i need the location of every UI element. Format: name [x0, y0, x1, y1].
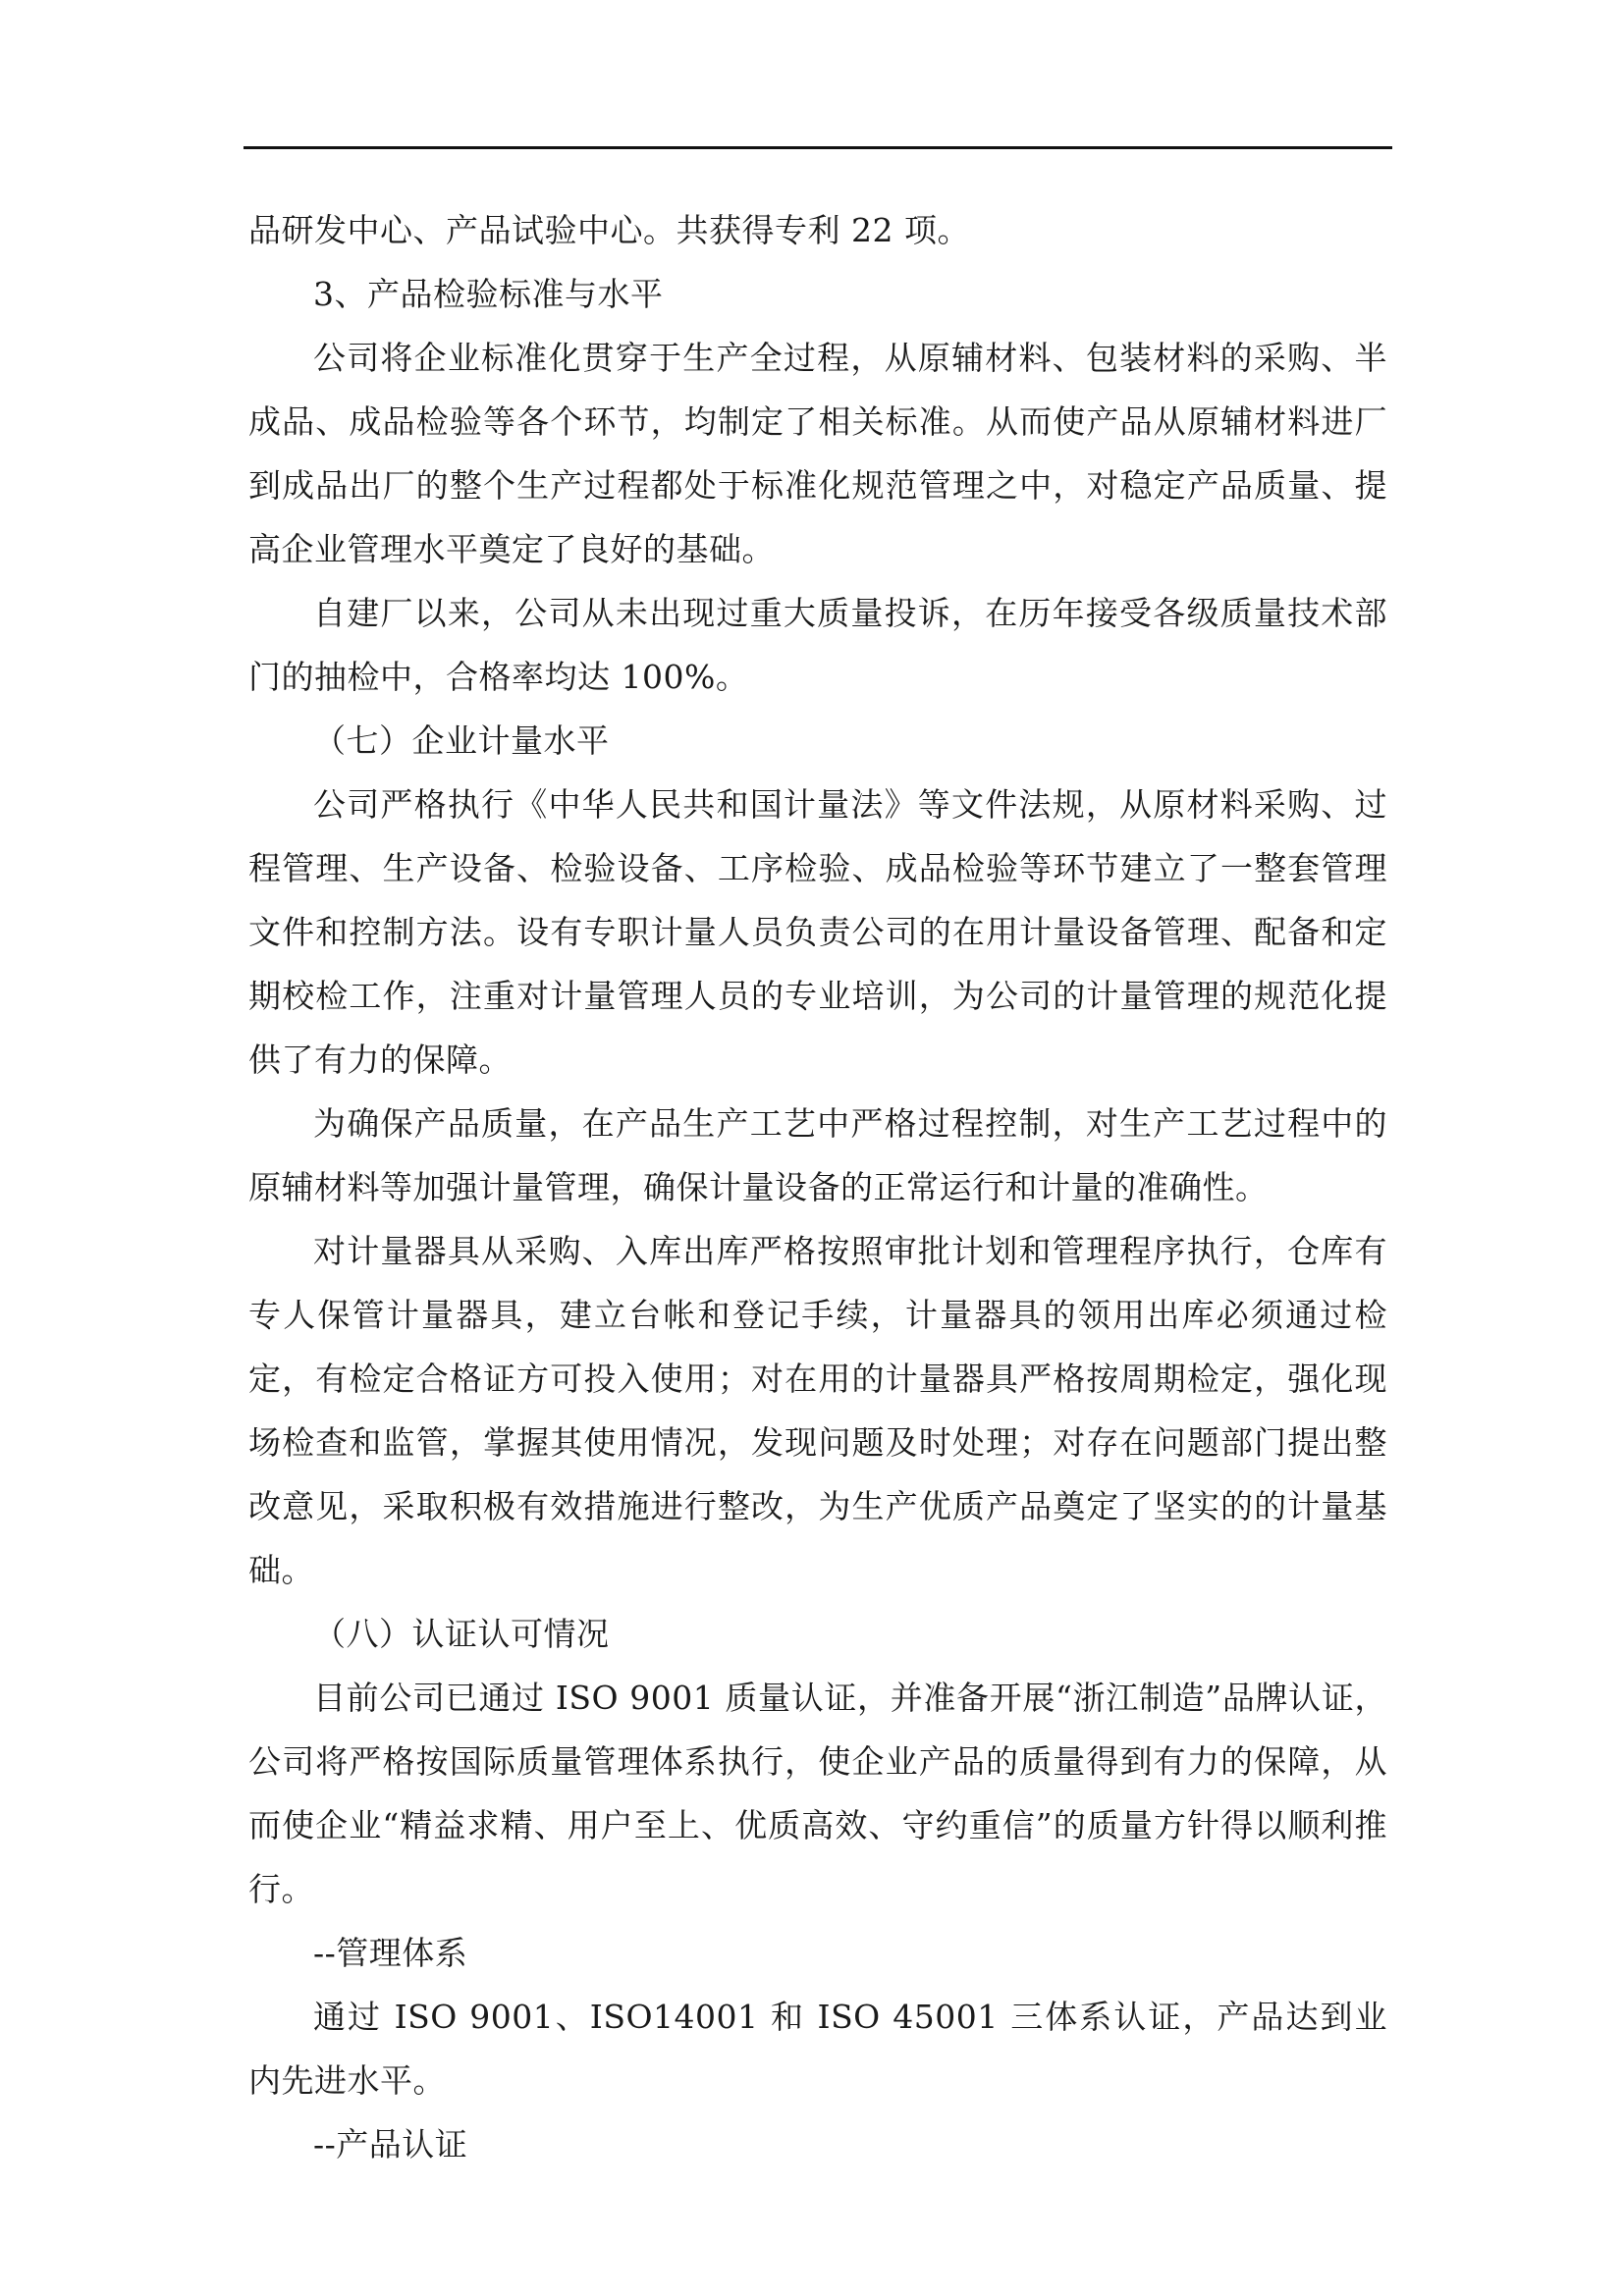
paragraph-patents: 品研发中心、产品试验中心。共获得专利 22 项。 [248, 211, 970, 249]
heading-inspection-standards: 3、产品检验标准与水平 [313, 275, 664, 313]
heading-metrology-level: （七）企业计量水平 [313, 721, 610, 760]
paragraph-measuring-instruments: 对计量器具从采购、入库出库严格按照审批计划和管理程序执行，仓库有专人保管计量器具，建立台帐和登记手续，计量器具的领用出库必须通过检定，有检定合格证方可投入使用；对在用的计量器具严格按周期检定，强化现场检查和监管，掌握其使用情况，发现问题及时处理；对存在问题部门提出整改意见，采取积极有效措施进行整改，为生产优质产品奠定了坚实的的计量基础。 [248, 1232, 1387, 1589]
paragraph-standardization: 公司将企业标准化贯穿于生产全过程，从原辅材料、包装材料的采购、半成品、成品检验等各个环节，均制定了相关标准。从而使产品从原辅材料进厂到成品出厂的整个生产过程都处于标准化规范管理之中，对稳定产品质量、提高企业管理水平奠定了良好的基础。 [248, 339, 1387, 568]
paragraph-three-systems: 通过 ISO 9001、ISO14001 和 ISO 45001 三体系认证，产品达到业内先进水平。 [248, 1998, 1387, 2100]
paragraph-quality-record: 自建厂以来，公司从未出现过重大质量投诉，在历年接受各级质量技术部门的抽检中，合格率均达 100%。 [248, 594, 1387, 696]
heading-management-system: --管理体系 [313, 1934, 468, 1972]
header-rule [244, 146, 1392, 149]
paragraph-iso-certification: 目前公司已通过 ISO 9001 质量认证，并准备开展“浙江制造”品牌认证，公司将严格按国际质量管理体系执行，使企业产品的质量得到有力的保障，从而使企业“精益求精、用户至上、优质高效、守约重信”的质量方针得以顺利推行。 [248, 1679, 1387, 1908]
paragraph-process-control: 为确保产品质量，在产品生产工艺中严格过程控制，对生产工艺过程中的原辅材料等加强计量管理，确保计量设备的正常运行和计量的准确性。 [248, 1104, 1387, 1206]
heading-product-certification: --产品认证 [313, 2125, 468, 2163]
document-body [248, 198, 1387, 2176]
heading-certification: （八）认证认可情况 [313, 1615, 610, 1653]
paragraph-metrology-law: 公司严格执行《中华人民共和国计量法》等文件法规，从原材料采购、过程管理、生产设备、检验设备、工序检验、成品检验等环节建立了一整套管理文件和控制方法。设有专职计量人员负责公司的在用计量设备管理、配备和定期校检工作，注重对计量管理人员的专业培训，为公司的计量管理的规范化提供了有力的保障。 [248, 785, 1387, 1079]
